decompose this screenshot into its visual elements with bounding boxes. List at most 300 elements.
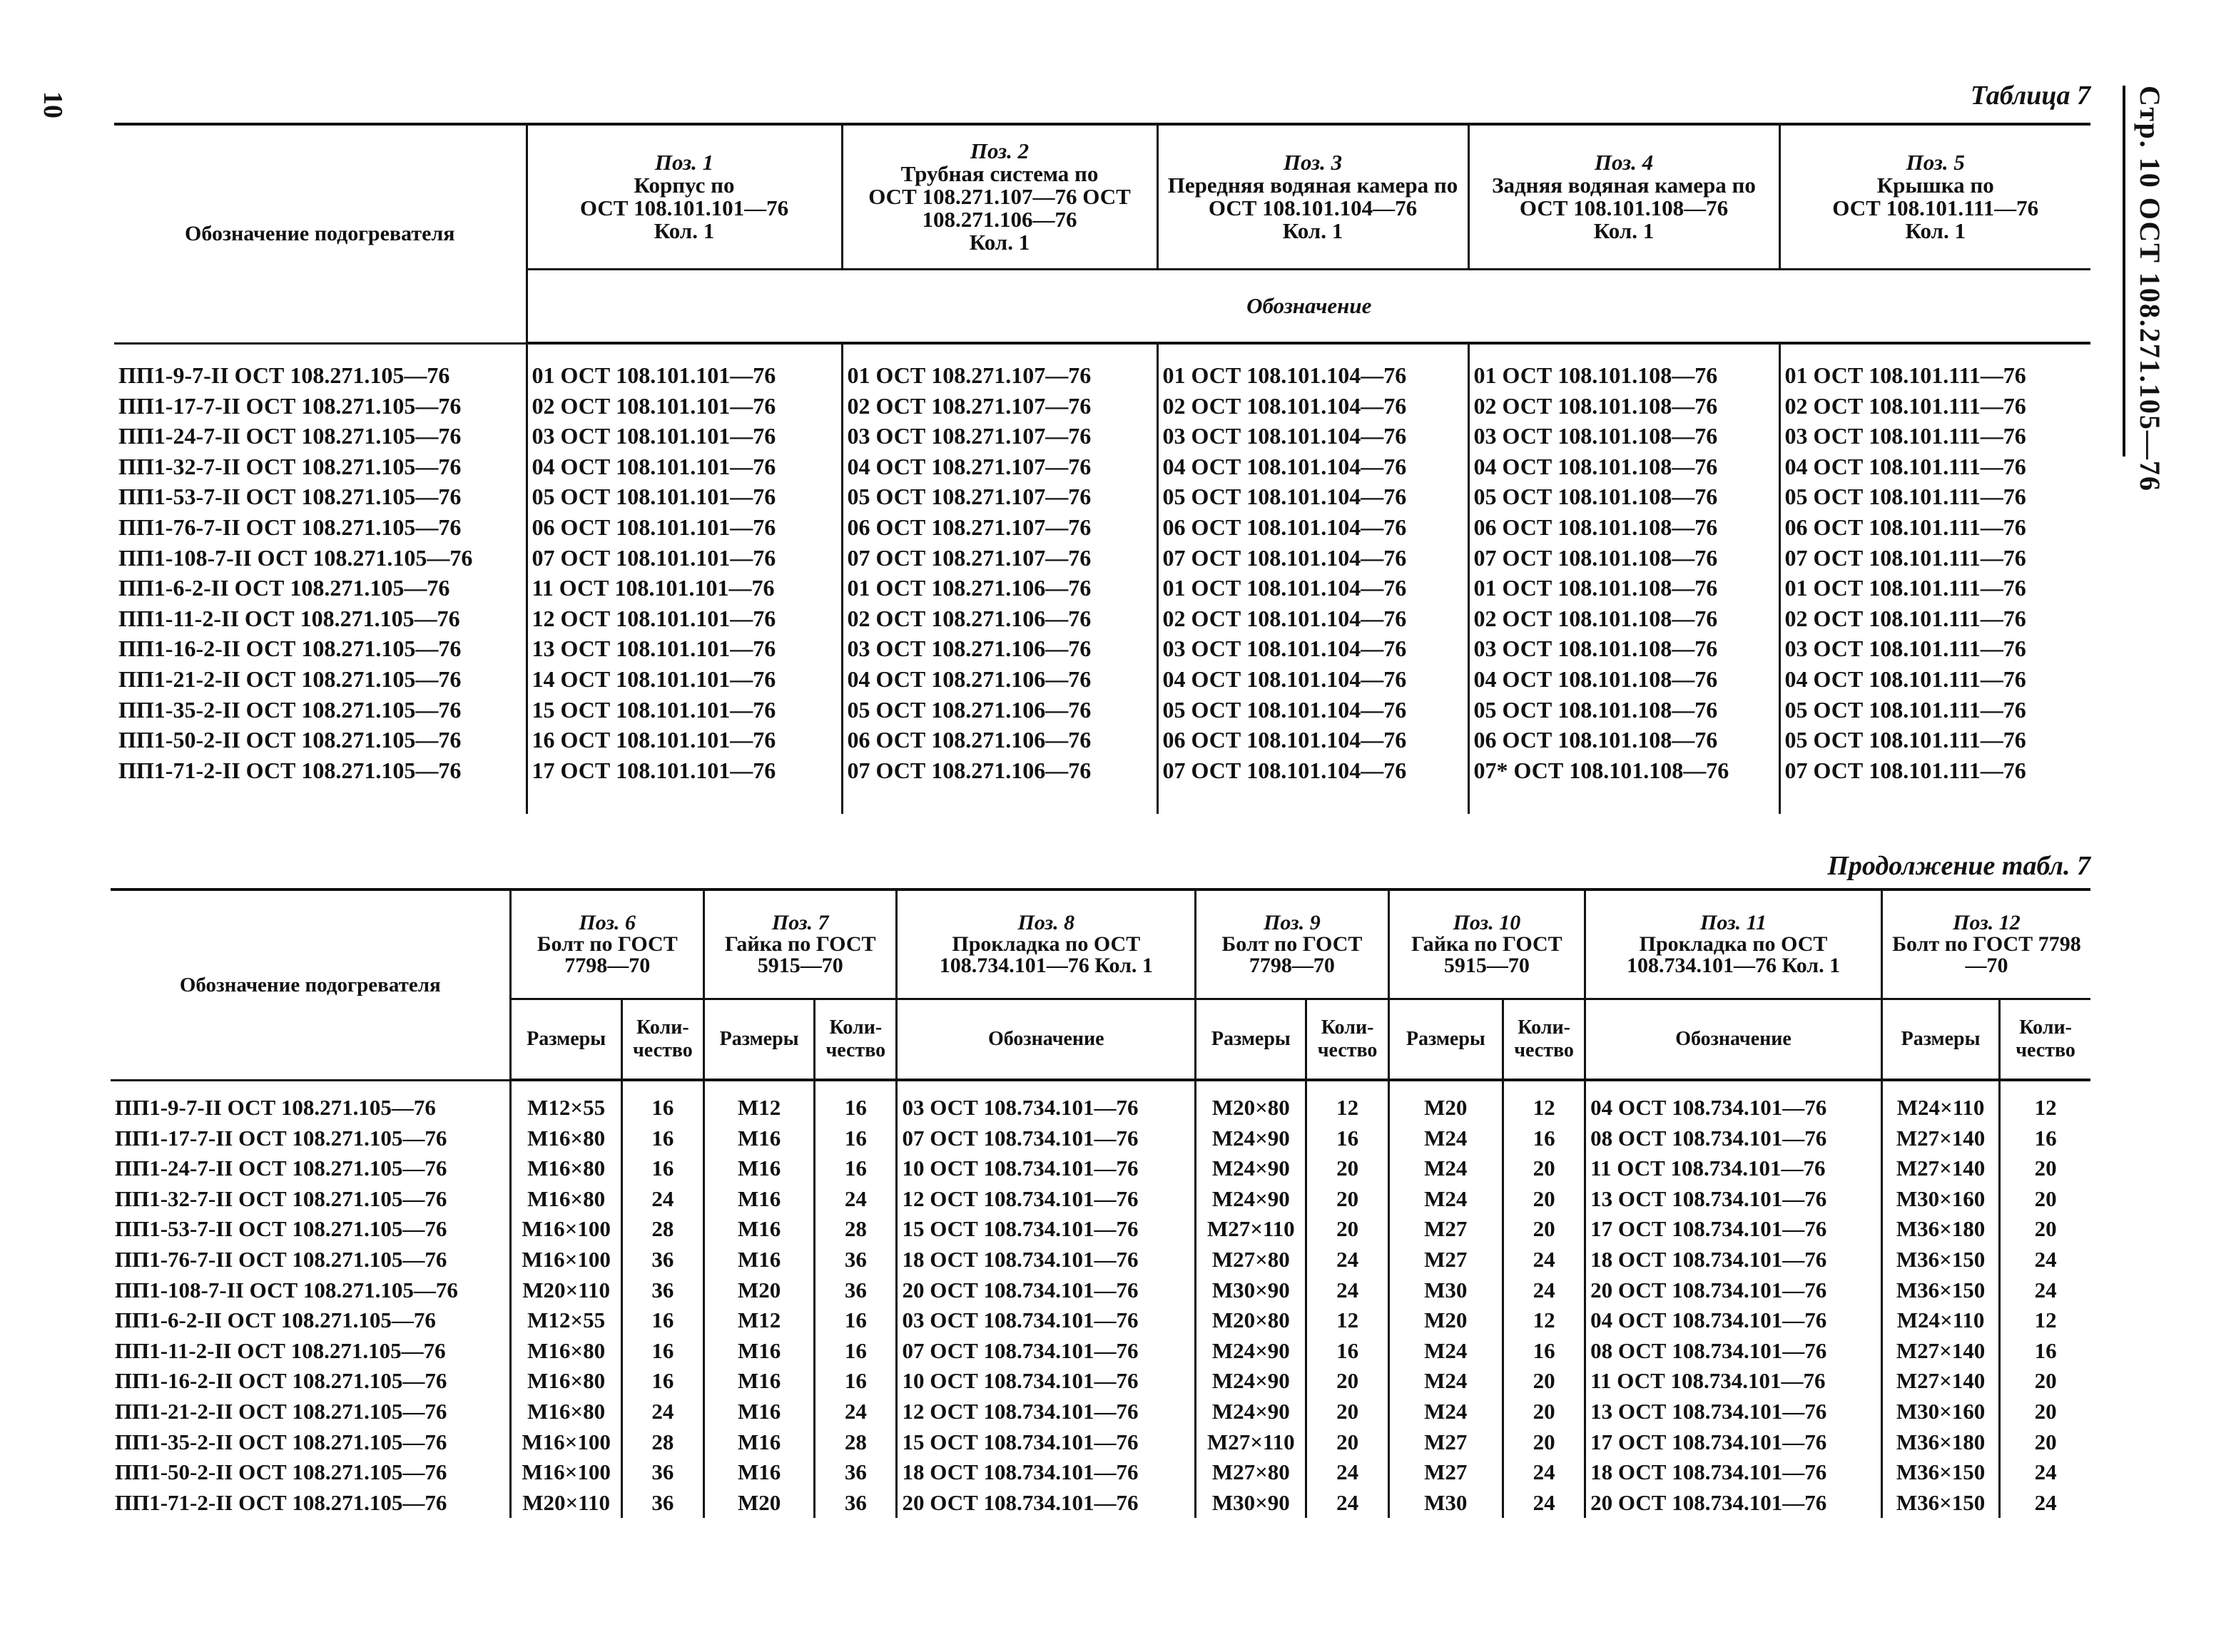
heater-designation-cell: ПП1-17-7-II ОСТ 108.271.105—76 [118,392,462,419]
part-designation-cell: 02 ОСТ 108.101.104—76 [1157,603,1468,634]
nut-size-cell: М27 [1388,1457,1503,1488]
sub-sizes: Размеры [511,999,621,1081]
nut-qty-cell: 16 [815,1336,897,1367]
bolt-size-cell: М36×150 [1881,1457,1999,1488]
table-row [111,1214,2090,1245]
part-designation-cell: 02 ОСТ 108.101.111—76 [1779,391,2090,422]
nut-qty-cell: 24 [815,1184,897,1215]
part-designation-cell: 05 ОСТ 108.101.111—76 [1779,695,2090,725]
bolt-size-cell: М16×80 [511,1397,621,1427]
gasket-designation-cell: 13 ОСТ 108.734.101—76 [1585,1184,1882,1215]
gasket-designation-cell: 20 ОСТ 108.734.101—76 [897,1275,1196,1306]
bolt-size-cell: М16×80 [511,1153,621,1184]
table-row [114,452,2090,482]
heater-designation-cell: ПП1-53-7-II ОСТ 108.271.105—76 [118,484,462,510]
pos-header: Поз. 4 Задняя водяная камера по ОСТ 108.101.108—76 Кол. 1 [1468,124,1779,270]
gasket-designation-cell: 18 ОСТ 108.734.101—76 [897,1457,1196,1488]
heater-designation-cell: ПП1-50-2-II ОСТ 108.271.105—76 [118,727,462,753]
table7-caption: Таблица 7 [1970,81,2090,111]
bolt-qty-cell: 20 [1306,1214,1388,1245]
table-row [114,421,2090,452]
bolt-qty-cell: 16 [621,1153,703,1184]
pos-header: Поз. 2 Трубная система по ОСТ 108.271.107—76 ОСТ 108.271.106—76 Кол. 1 [842,124,1157,270]
bolt-size-cell: М30×160 [1881,1397,1999,1427]
bolt-size-cell: М16×100 [511,1214,621,1245]
gasket-designation-cell: 03 ОСТ 108.734.101—76 [897,1080,1196,1123]
heater-designation-cell: ПП1-50-2-II ОСТ 108.271.105—76 [115,1459,447,1485]
gasket-designation-cell: 13 ОСТ 108.734.101—76 [1585,1397,1882,1427]
bolt-qty-cell: 20 [1306,1427,1388,1458]
part-designation-cell: 03 ОСТ 108.271.107—76 [842,421,1157,452]
part-designation-cell: 02 ОСТ 108.101.108—76 [1468,391,1779,422]
nut-qty-cell: 36 [815,1457,897,1488]
part-designation-cell: 06 ОСТ 108.101.104—76 [1157,725,1468,755]
bolt-size-cell: М36×150 [1881,1275,1999,1306]
gasket-designation-cell: 10 ОСТ 108.734.101—76 [897,1153,1196,1184]
part-designation-cell: 07 ОСТ 108.101.104—76 [1157,755,1468,815]
nut-size-cell: М27 [1388,1245,1503,1275]
bolt-size-cell: М27×110 [1196,1214,1306,1245]
bolt-qty-cell: 28 [621,1214,703,1245]
bolt-size-cell: М12×55 [511,1080,621,1123]
heater-designation-cell: ПП1-9-7-II ОСТ 108.271.105—76 [115,1094,436,1120]
heater-designation-cell: ПП1-71-2-II ОСТ 108.271.105—76 [115,1489,447,1515]
bolt-size-cell: М16×80 [511,1123,621,1154]
bolt-size-cell: М27×110 [1196,1427,1306,1458]
bolt-qty-cell: 20 [2000,1153,2090,1184]
table-row [114,543,2090,573]
part-designation-cell: 04 ОСТ 108.101.108—76 [1468,452,1779,482]
side-reference: Стр. 10 ОСТ 108.271.105—76 [2134,86,2166,492]
part-designation-cell: 14 ОСТ 108.101.101—76 [527,664,842,695]
heater-designation-cell: ПП1-17-7-II ОСТ 108.271.105—76 [115,1125,447,1151]
part-designation-cell: 01 ОСТ 108.101.108—76 [1468,573,1779,603]
heater-designation-cell: ПП1-76-7-II ОСТ 108.271.105—76 [118,514,462,540]
part-designation-cell: 03 ОСТ 108.271.106—76 [842,633,1157,664]
part-designation-cell: 04 ОСТ 108.101.104—76 [1157,664,1468,695]
part-designation-cell: 06 ОСТ 108.101.101—76 [527,512,842,543]
part-designation-cell: 03 ОСТ 108.101.101—76 [527,421,842,452]
pos-header: Поз. 9 Болт по ГОСТ 7798—70 [1196,889,1388,999]
part-designation-cell: 04 ОСТ 108.101.111—76 [1779,664,2090,695]
pos-header: Поз. 11 Прокладка по ОСТ 108.734.101—76 Кол. 1 [1585,889,1882,999]
part-designation-cell: 07 ОСТ 108.101.108—76 [1468,543,1779,573]
part-designation-cell: 07* ОСТ 108.101.108—76 [1468,755,1779,815]
bolt-size-cell: М20×110 [511,1488,621,1519]
gasket-designation-cell: 17 ОСТ 108.734.101—76 [1585,1427,1882,1458]
part-designation-cell: 07 ОСТ 108.271.107—76 [842,543,1157,573]
part-designation-cell: 05 ОСТ 108.271.107—76 [842,481,1157,512]
nut-qty-cell: 12 [1503,1080,1585,1123]
nut-size-cell: М24 [1388,1397,1503,1427]
bolt-qty-cell: 24 [1306,1245,1388,1275]
bolt-size-cell: М16×100 [511,1457,621,1488]
heater-designation-cell: ПП1-108-7-II ОСТ 108.271.105—76 [115,1277,458,1302]
table-row [111,1184,2090,1215]
part-designation-cell: 05 ОСТ 108.101.111—76 [1779,725,2090,755]
part-designation-cell: 05 ОСТ 108.271.106—76 [842,695,1157,725]
nut-size-cell: М16 [703,1123,814,1154]
part-designation-cell: 13 ОСТ 108.101.101—76 [527,633,842,664]
heater-designation-cell: ПП1-35-2-II ОСТ 108.271.105—76 [118,696,462,723]
bolt-size-cell: М27×140 [1881,1336,1999,1367]
table-row [114,664,2090,695]
bolt-qty-cell: 24 [1306,1488,1388,1519]
bolt-qty-cell: 20 [2000,1184,2090,1215]
bolt-size-cell: М24×90 [1196,1336,1306,1367]
nut-qty-cell: 12 [1503,1305,1585,1336]
part-designation-cell: 05 ОСТ 108.101.104—76 [1157,695,1468,725]
heater-designation-cell: ПП1-11-2-II ОСТ 108.271.105—76 [118,605,460,631]
nut-qty-cell: 36 [815,1488,897,1519]
gasket-designation-cell: 04 ОСТ 108.734.101—76 [1585,1305,1882,1336]
part-designation-cell: 07 ОСТ 108.101.111—76 [1779,543,2090,573]
bolt-qty-cell: 20 [1306,1153,1388,1184]
part-designation-cell: 11 ОСТ 108.101.101—76 [527,573,842,603]
part-designation-cell: 05 ОСТ 108.101.108—76 [1468,695,1779,725]
pos-header: Поз. 10 Гайка по ГОСТ 5915—70 [1388,889,1585,999]
bolt-size-cell: М36×180 [1881,1214,1999,1245]
designation-header: Обозначение [527,270,2090,344]
heater-designation-cell: ПП1-32-7-II ОСТ 108.271.105—76 [115,1186,447,1211]
bolt-qty-cell: 16 [621,1080,703,1123]
heater-designation-cell: ПП1-53-7-II ОСТ 108.271.105—76 [115,1216,447,1242]
nut-qty-cell: 28 [815,1214,897,1245]
bolt-size-cell: М27×140 [1881,1366,1999,1397]
part-designation-cell: 03 ОСТ 108.101.108—76 [1468,421,1779,452]
part-designation-cell: 03 ОСТ 108.101.108—76 [1468,633,1779,664]
nut-qty-cell: 20 [1503,1397,1585,1427]
heater-designation-cell: ПП1-21-2-II ОСТ 108.271.105—76 [118,666,462,692]
gasket-designation-cell: 15 ОСТ 108.734.101—76 [897,1214,1196,1245]
bolt-qty-cell: 20 [2000,1397,2090,1427]
part-designation-cell: 05 ОСТ 108.101.111—76 [1779,481,2090,512]
bolt-qty-cell: 36 [621,1275,703,1306]
bolt-qty-cell: 20 [1306,1397,1388,1427]
gasket-designation-cell: 18 ОСТ 108.734.101—76 [1585,1245,1882,1275]
part-designation-cell: 06 ОСТ 108.271.106—76 [842,725,1157,755]
gasket-designation-cell: 12 ОСТ 108.734.101—76 [897,1397,1196,1427]
table-row [114,573,2090,603]
part-designation-cell: 02 ОСТ 108.101.111—76 [1779,603,2090,634]
nut-size-cell: М24 [1388,1153,1503,1184]
bolt-qty-cell: 16 [1306,1123,1388,1154]
part-designation-cell: 16 ОСТ 108.101.101—76 [527,725,842,755]
bolt-size-cell: М36×150 [1881,1488,1999,1519]
part-designation-cell: 05 ОСТ 108.101.101—76 [527,481,842,512]
part-designation-cell: 06 ОСТ 108.101.111—76 [1779,512,2090,543]
table-row [114,695,2090,725]
bolt-qty-cell: 24 [2000,1488,2090,1519]
heater-designation-cell: ПП1-16-2-II ОСТ 108.271.105—76 [115,1368,447,1394]
col-heater-designation: Обозначение подогревателя [114,124,527,343]
bolt-size-cell: М16×80 [511,1184,621,1215]
nut-size-cell: М24 [1388,1366,1503,1397]
part-designation-cell: 02 ОСТ 108.271.106—76 [842,603,1157,634]
gasket-designation-cell: 08 ОСТ 108.734.101—76 [1585,1123,1882,1154]
heater-designation-cell: ПП1-35-2-II ОСТ 108.271.105—76 [115,1429,447,1454]
pos-header: Поз. 8 Прокладка по ОСТ 108.734.101—76 Кол. 1 [897,889,1196,999]
bolt-qty-cell: 24 [621,1397,703,1427]
bolt-qty-cell: 36 [621,1457,703,1488]
bolt-qty-cell: 16 [2000,1123,2090,1154]
bolt-qty-cell: 12 [2000,1080,2090,1123]
table-row [111,1153,2090,1184]
gasket-designation-cell: 15 ОСТ 108.734.101—76 [897,1427,1196,1458]
part-designation-cell: 12 ОСТ 108.101.101—76 [527,603,842,634]
part-designation-cell: 01 ОСТ 108.101.111—76 [1779,343,2090,391]
bolt-size-cell: М24×90 [1196,1397,1306,1427]
sub-qty: Коли-чество [1306,999,1388,1081]
bolt-qty-cell: 16 [621,1366,703,1397]
pos-header: Поз. 12 Болт по ГОСТ 7798—70 [1881,889,2090,999]
table-row [111,1488,2090,1519]
nut-size-cell: М24 [1388,1184,1503,1215]
heater-designation-cell: ПП1-76-7-II ОСТ 108.271.105—76 [115,1246,447,1272]
part-designation-cell: 01 ОСТ 108.271.106—76 [842,573,1157,603]
table-row [111,1305,2090,1336]
nut-qty-cell: 20 [1503,1153,1585,1184]
nut-qty-cell: 20 [1503,1184,1585,1215]
gasket-designation-cell: 20 ОСТ 108.734.101—76 [897,1488,1196,1519]
sub-sizes: Размеры [1881,999,1999,1081]
part-designation-cell: 06 ОСТ 108.101.108—76 [1468,512,1779,543]
part-designation-cell: 17 ОСТ 108.101.101—76 [527,755,842,815]
bolt-qty-cell: 24 [2000,1275,2090,1306]
bolt-qty-cell: 24 [1306,1457,1388,1488]
bolt-size-cell: М30×90 [1196,1275,1306,1306]
table-row [114,343,2090,391]
sub-qty: Коли-чество [815,999,897,1081]
nut-qty-cell: 16 [815,1080,897,1123]
nut-qty-cell: 16 [815,1305,897,1336]
gasket-designation-cell: 20 ОСТ 108.734.101—76 [1585,1488,1882,1519]
table-row [111,1397,2090,1427]
sub-sizes: Размеры [703,999,814,1081]
bolt-size-cell: М24×90 [1196,1366,1306,1397]
nut-size-cell: М12 [703,1080,814,1123]
pos-header: Поз. 6 Болт по ГОСТ 7798—70 [511,889,703,999]
bolt-size-cell: М20×80 [1196,1080,1306,1123]
part-designation-cell: 05 ОСТ 108.101.108—76 [1468,481,1779,512]
part-designation-cell: 03 ОСТ 108.101.104—76 [1157,633,1468,664]
nut-size-cell: М30 [1388,1488,1503,1519]
bolt-size-cell: М27×80 [1196,1245,1306,1275]
table-row [111,1336,2090,1367]
part-designation-cell: 01 ОСТ 108.101.101—76 [527,343,842,391]
bolt-qty-cell: 28 [621,1427,703,1458]
gasket-designation-cell: 07 ОСТ 108.734.101—76 [897,1123,1196,1154]
nut-size-cell: М16 [703,1336,814,1367]
part-designation-cell: 04 ОСТ 108.101.104—76 [1157,452,1468,482]
heater-designation-cell: ПП1-24-7-II ОСТ 108.271.105—76 [118,423,462,449]
nut-size-cell: М16 [703,1427,814,1458]
bolt-size-cell: М27×140 [1881,1123,1999,1154]
bolt-size-cell: М16×100 [511,1245,621,1275]
bolt-size-cell: М20×80 [1196,1305,1306,1336]
bolt-size-cell: М16×80 [511,1336,621,1367]
nut-qty-cell: 24 [815,1397,897,1427]
nut-size-cell: М24 [1388,1123,1503,1154]
bolt-qty-cell: 16 [2000,1336,2090,1367]
nut-qty-cell: 16 [1503,1336,1585,1367]
bolt-qty-cell: 12 [1306,1080,1388,1123]
nut-qty-cell: 36 [815,1245,897,1275]
table-row [111,1366,2090,1397]
table-row [114,633,2090,664]
bolt-qty-cell: 36 [621,1488,703,1519]
gasket-designation-cell: 08 ОСТ 108.734.101—76 [1585,1336,1882,1367]
pos-header: Поз. 7 Гайка по ГОСТ 5915—70 [703,889,896,999]
part-designation-cell: 06 ОСТ 108.101.108—76 [1468,725,1779,755]
bolt-qty-cell: 16 [621,1123,703,1154]
bolt-size-cell: М27×140 [1881,1153,1999,1184]
sub-designation: Обозначение [897,999,1196,1081]
bolt-qty-cell: 24 [2000,1245,2090,1275]
part-designation-cell: 01 ОСТ 108.271.107—76 [842,343,1157,391]
bolt-size-cell: М24×90 [1196,1184,1306,1215]
nut-qty-cell: 20 [1503,1214,1585,1245]
gasket-designation-cell: 07 ОСТ 108.734.101—76 [897,1336,1196,1367]
bolt-size-cell: М30×90 [1196,1488,1306,1519]
part-designation-cell: 07 ОСТ 108.101.111—76 [1779,755,2090,815]
sub-sizes: Размеры [1196,999,1306,1081]
nut-qty-cell: 36 [815,1275,897,1306]
table-row [111,1457,2090,1488]
part-designation-cell: 01 ОСТ 108.101.104—76 [1157,573,1468,603]
part-designation-cell: 03 ОСТ 108.101.111—76 [1779,421,2090,452]
nut-size-cell: М27 [1388,1427,1503,1458]
part-designation-cell: 04 ОСТ 108.271.106—76 [842,664,1157,695]
bolt-size-cell: М16×100 [511,1427,621,1458]
side-rule [2123,86,2125,457]
bolt-qty-cell: 20 [1306,1366,1388,1397]
nut-size-cell: М16 [703,1366,814,1397]
nut-qty-cell: 20 [1503,1427,1585,1458]
sub-qty: Коли-чество [621,999,703,1081]
table-row [114,512,2090,543]
bolt-size-cell: М27×80 [1196,1457,1306,1488]
heater-designation-cell: ПП1-71-2-II ОСТ 108.271.105—76 [118,757,462,783]
bolt-qty-cell: 20 [2000,1214,2090,1245]
pos-header: Поз. 3 Передняя водяная камера по ОСТ 108.101.104—76 Кол. 1 [1157,124,1468,270]
nut-size-cell: М20 [703,1488,814,1519]
gasket-designation-cell: 04 ОСТ 108.734.101—76 [1585,1080,1882,1123]
table-row [114,603,2090,634]
bolt-qty-cell: 20 [1306,1184,1388,1215]
heater-designation-cell: ПП1-6-2-II ОСТ 108.271.105—76 [115,1307,436,1333]
nut-qty-cell: 24 [1503,1275,1585,1306]
page-number: 10 [38,91,68,118]
nut-qty-cell: 16 [815,1366,897,1397]
bolt-size-cell: М12×55 [511,1305,621,1336]
gasket-designation-cell: 17 ОСТ 108.734.101—76 [1585,1214,1882,1245]
bolt-size-cell: М24×90 [1196,1153,1306,1184]
part-designation-cell: 02 ОСТ 108.101.108—76 [1468,603,1779,634]
nut-qty-cell: 24 [1503,1245,1585,1275]
nut-size-cell: М24 [1388,1336,1503,1367]
gasket-designation-cell: 12 ОСТ 108.734.101—76 [897,1184,1196,1215]
part-designation-cell: 04 ОСТ 108.101.101—76 [527,452,842,482]
table7 [114,123,2090,814]
nut-size-cell: М16 [703,1214,814,1245]
sub-sizes: Размеры [1388,999,1503,1081]
bolt-qty-cell: 16 [621,1305,703,1336]
part-designation-cell: 07 ОСТ 108.271.106—76 [842,755,1157,815]
heater-designation-cell: ПП1-6-2-II ОСТ 108.271.105—76 [118,575,450,601]
gasket-designation-cell: 03 ОСТ 108.734.101—76 [897,1305,1196,1336]
bolt-qty-cell: 24 [1306,1275,1388,1306]
bolt-qty-cell: 16 [621,1336,703,1367]
pos-header: Поз. 1 Корпус по ОСТ 108.101.101—76 Кол. 1 [527,124,842,270]
table-row [111,1245,2090,1275]
sub-qty: Коли-чество [2000,999,2090,1081]
table-row [111,1427,2090,1458]
heater-designation-cell: ПП1-32-7-II ОСТ 108.271.105—76 [118,453,462,479]
part-designation-cell: 02 ОСТ 108.271.107—76 [842,391,1157,422]
bolt-qty-cell: 20 [2000,1427,2090,1458]
bolt-size-cell: М36×180 [1881,1427,1999,1458]
bolt-qty-cell: 12 [2000,1305,2090,1336]
heater-designation-cell: ПП1-9-7-II ОСТ 108.271.105—76 [118,362,450,388]
nut-size-cell: М16 [703,1184,814,1215]
table7-continued [111,888,2090,1518]
part-designation-cell: 03 ОСТ 108.101.111—76 [1779,633,2090,664]
gasket-designation-cell: 11 ОСТ 108.734.101—76 [1585,1153,1882,1184]
part-designation-cell: 07 ОСТ 108.101.101—76 [527,543,842,573]
part-designation-cell: 02 ОСТ 108.101.101—76 [527,391,842,422]
nut-size-cell: М16 [703,1245,814,1275]
pos-header: Поз. 5 Крышка по ОСТ 108.101.111—76 Кол. 1 [1779,124,2090,270]
nut-size-cell: М20 [703,1275,814,1306]
table-row [114,725,2090,755]
nut-qty-cell: 16 [1503,1123,1585,1154]
nut-size-cell: М16 [703,1153,814,1184]
table-row [111,1080,2090,1123]
nut-size-cell: М27 [1388,1214,1503,1245]
part-designation-cell: 01 ОСТ 108.101.108—76 [1468,343,1779,391]
nut-size-cell: М20 [1388,1080,1503,1123]
nut-qty-cell: 24 [1503,1488,1585,1519]
bolt-size-cell: М24×90 [1196,1123,1306,1154]
bolt-size-cell: М24×110 [1881,1305,1999,1336]
bolt-qty-cell: 20 [2000,1366,2090,1397]
bolt-size-cell: М24×110 [1881,1080,1999,1123]
part-designation-cell: 04 ОСТ 108.271.107—76 [842,452,1157,482]
nut-qty-cell: 16 [815,1123,897,1154]
part-designation-cell: 07 ОСТ 108.101.104—76 [1157,543,1468,573]
table-row [114,481,2090,512]
table-row [114,391,2090,422]
nut-qty-cell: 16 [815,1153,897,1184]
nut-size-cell: М12 [703,1305,814,1336]
part-designation-cell: 06 ОСТ 108.101.104—76 [1157,512,1468,543]
col-heater-designation: Обозначение подогревателя [111,889,511,1080]
bolt-qty-cell: 36 [621,1245,703,1275]
part-designation-cell: 03 ОСТ 108.101.104—76 [1157,421,1468,452]
heater-designation-cell: ПП1-16-2-II ОСТ 108.271.105—76 [118,636,462,662]
heater-designation-cell: ПП1-21-2-II ОСТ 108.271.105—76 [115,1398,447,1424]
nut-qty-cell: 28 [815,1427,897,1458]
heater-designation-cell: ПП1-108-7-II ОСТ 108.271.105—76 [118,544,473,571]
bolt-size-cell: М16×80 [511,1366,621,1397]
table-row [111,1275,2090,1306]
nut-qty-cell: 24 [1503,1457,1585,1488]
part-designation-cell: 02 ОСТ 108.101.104—76 [1157,391,1468,422]
gasket-designation-cell: 10 ОСТ 108.734.101—76 [897,1366,1196,1397]
bolt-qty-cell: 24 [621,1184,703,1215]
gasket-designation-cell: 20 ОСТ 108.734.101—76 [1585,1275,1882,1306]
